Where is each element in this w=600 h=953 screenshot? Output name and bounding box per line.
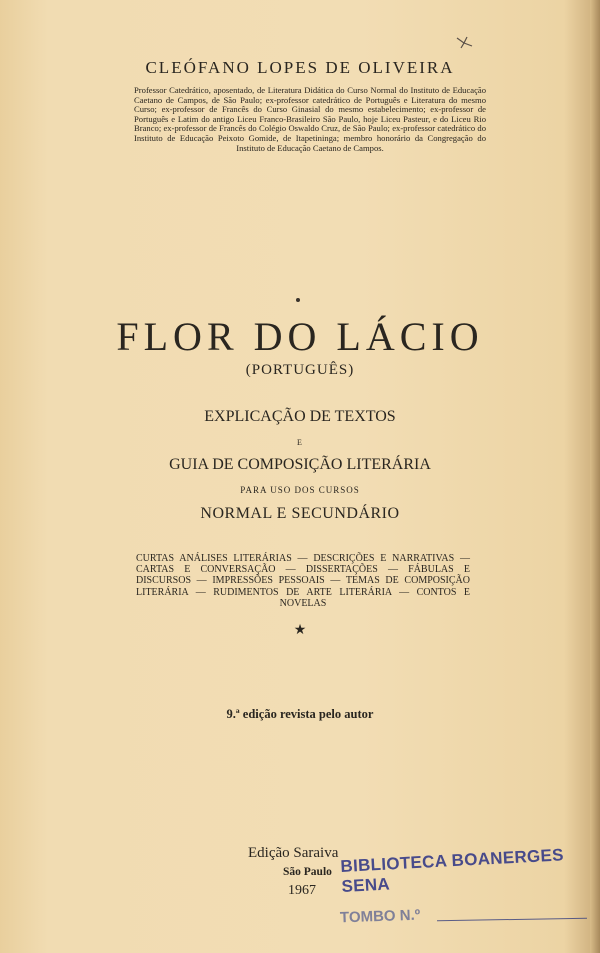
description-line-5: NORMAL E SECUNDÁRIO xyxy=(200,505,400,522)
publisher-name: Edição Saraiva xyxy=(248,845,339,861)
author-bio: Professor Catedrático, aposentado, de Literatura Didática do Curso Normal do Instituto de Educação Caetano de Campos, de São Paulo; ex-professor catedrático de Português e Literatura do mesmo Curso; ex-professor de Francês do Curso Ginasial do mesmo estabelecimento; ex-professor de Português e Latim do antigo Liceu Franco-Brasileiro São Paulo, hoje Liceu Pasteur, e do Liceu Rio Branco; ex-professor de Francês do Colégio Oswaldo Cruz, de São Paulo; ex-professor catedrático do Instituto de Educação Peixoto Gomide, de Itapetininga; membro honorário da Congregação do Instituto de Educação Caetano de Campos. xyxy=(134,85,486,153)
publication-year: 1967 xyxy=(288,883,316,898)
topics-list: CURTAS ANÁLISES LITERÁRIAS — DESCRIÇÕES E NARRATIVAS — CARTAS E CONVERSAÇÃO — DISSERTAÇÕES — FÁBULAS E DISCURSOS — IMPRESSÕES PESSOAIS — TEMAS DE COMPOSIÇÃO LITERÁRIA — RUDIMENTOS DE ARTE LITERÁRIA — CONTOS E NOVELAS xyxy=(136,553,470,609)
ink-dot xyxy=(296,298,300,302)
ink-mark-icon xyxy=(455,34,475,52)
library-stamp: BIBLIOTECA BOANERGES SENA xyxy=(340,845,565,896)
star-ornament-icon: ★ xyxy=(293,623,307,638)
author-name: CLEÓFANO LOPES DE OLIVEIRA xyxy=(145,58,455,77)
publisher-city: São Paulo xyxy=(283,866,332,878)
tombo-number-line xyxy=(437,918,587,922)
book-subtitle: (PORTUGUÊS) xyxy=(245,362,355,378)
page-spine-edge xyxy=(590,0,600,953)
description-line-1: EXPLICAÇÃO DE TEXTOS xyxy=(204,408,396,425)
tombo-stamp: TOMBO N.º xyxy=(339,906,421,927)
description-line-3: GUIA DE COMPOSIÇÃO LITERÁRIA xyxy=(169,456,431,473)
edition-note: 9.ª edição revista pelo autor xyxy=(226,707,374,721)
description-line-4: PARA USO DOS CURSOS xyxy=(240,485,360,495)
description-line-2: E xyxy=(297,438,303,447)
book-title: FLOR DO LÁCIO xyxy=(116,314,484,359)
